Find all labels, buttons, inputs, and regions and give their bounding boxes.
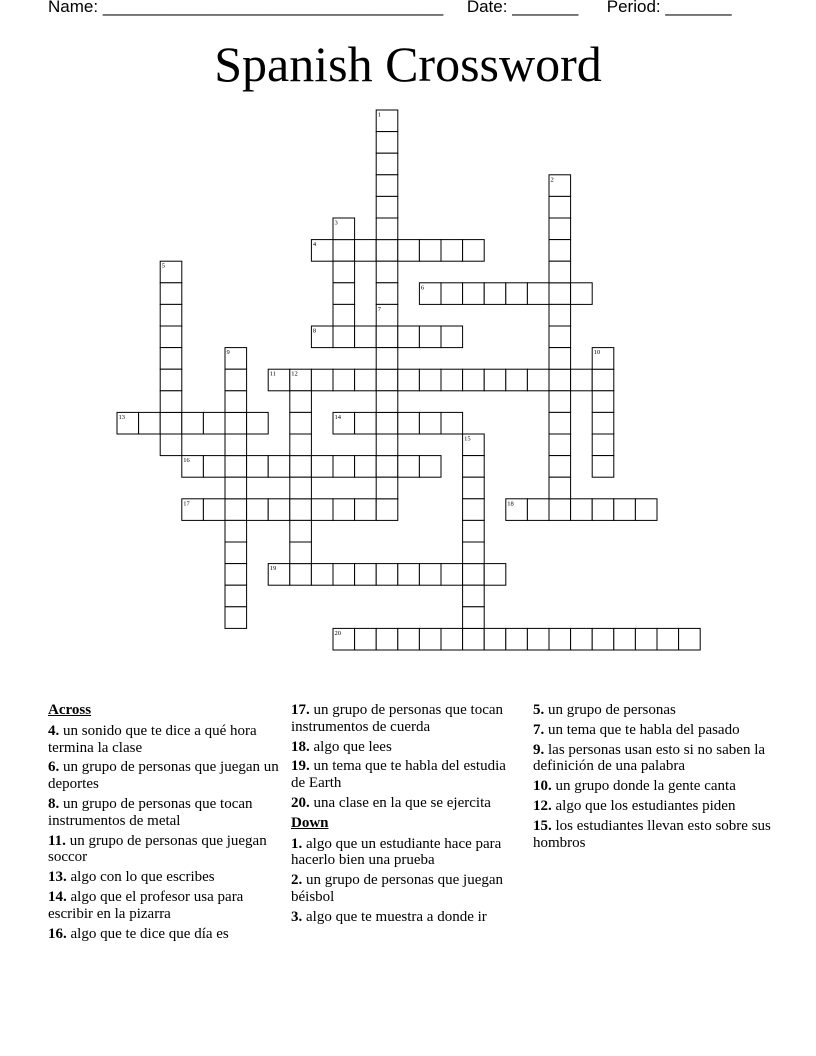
cell-number: 16 — [183, 457, 190, 465]
clue-text: un grupo donde la gente canta — [551, 778, 736, 795]
clue-number: 10. — [533, 778, 552, 795]
grid-cell[interactable] — [333, 628, 355, 650]
grid-cell[interactable] — [441, 240, 463, 262]
grid-cell[interactable] — [463, 499, 485, 521]
grid-cell[interactable] — [635, 628, 657, 650]
grid-cell[interactable] — [311, 369, 333, 391]
grid-cell[interactable] — [311, 326, 333, 348]
clue-number: 15. — [533, 817, 552, 834]
grid-cell[interactable] — [376, 412, 398, 434]
grid-cell[interactable] — [441, 326, 463, 348]
clue-number: 2. — [291, 872, 303, 889]
cell-number: 14 — [334, 413, 341, 421]
cell-number: 7 — [377, 305, 381, 313]
clue-column-1 — [48, 702, 280, 945]
period-blank[interactable]: _______ — [665, 0, 732, 16]
cell-number: 17 — [183, 500, 190, 508]
clue-number: 20. — [291, 794, 310, 811]
across-clue — [48, 796, 280, 830]
clue-text: un grupo de personas — [544, 702, 676, 718]
grid-cell[interactable] — [419, 412, 441, 434]
grid-cell[interactable] — [463, 283, 485, 305]
grid-cell[interactable] — [441, 283, 463, 305]
grid-cell[interactable] — [592, 391, 614, 413]
grid-cell[interactable] — [333, 326, 355, 348]
grid-cell[interactable] — [182, 499, 204, 521]
grid-cell[interactable] — [463, 607, 485, 629]
grid-cell[interactable] — [247, 456, 269, 478]
grid-cell[interactable] — [398, 564, 420, 586]
grid-cell[interactable] — [592, 348, 614, 370]
clue-number: 16. — [48, 925, 67, 942]
grid-cell[interactable] — [355, 564, 377, 586]
grid-cell[interactable] — [484, 564, 506, 586]
grid-cell[interactable] — [290, 477, 312, 499]
period-label: Period: — [606, 0, 661, 16]
grid-cell[interactable] — [376, 304, 398, 326]
cell-number: 9 — [226, 349, 230, 357]
grid-cell[interactable] — [333, 218, 355, 240]
down-clue — [291, 872, 513, 906]
cell-number: 3 — [334, 219, 338, 227]
clue-text: algo con lo que escribes — [66, 869, 215, 886]
clue-text: un tema que te habla del pasado — [544, 721, 740, 738]
grid-cell[interactable] — [290, 434, 312, 456]
grid-cell[interactable] — [290, 542, 312, 564]
grid-cell[interactable] — [311, 456, 333, 478]
clue-text: las personas usan esto si no saben la definición de una palabra — [533, 741, 766, 775]
clue-number: 14. — [48, 888, 67, 905]
grid-cell[interactable] — [592, 369, 614, 391]
down-clue — [533, 702, 773, 719]
clue-number: 13. — [48, 869, 67, 886]
clue-number: 7. — [533, 721, 545, 738]
grid-cell[interactable] — [376, 369, 398, 391]
name-label: Name: — [48, 0, 99, 16]
clue-number: 6. — [48, 759, 60, 776]
across-clue — [291, 739, 513, 756]
grid-cell[interactable] — [376, 564, 398, 586]
grid-cell[interactable] — [398, 412, 420, 434]
grid-cell[interactable] — [549, 283, 571, 305]
grid-cell[interactable] — [549, 456, 571, 478]
grid-cell[interactable] — [376, 477, 398, 499]
cell-number: 13 — [118, 413, 125, 421]
grid-cell[interactable] — [376, 391, 398, 413]
grid-cell[interactable] — [247, 499, 269, 521]
grid-cell[interactable] — [376, 261, 398, 283]
grid-cell[interactable] — [117, 412, 139, 434]
clue-text: un grupo de personas que tocan instrumentos de metal — [48, 795, 253, 829]
grid-cell[interactable] — [333, 456, 355, 478]
grid-cell[interactable] — [527, 369, 549, 391]
clue-number: 3. — [291, 908, 303, 925]
grid-cell[interactable] — [463, 477, 485, 499]
grid-cell[interactable] — [549, 434, 571, 456]
down-clue — [533, 798, 773, 815]
cell-number: 1 — [377, 111, 381, 119]
grid-cell[interactable] — [592, 412, 614, 434]
grid-cell[interactable] — [376, 283, 398, 305]
grid-cell[interactable] — [225, 520, 247, 542]
date-blank[interactable]: _______ — [512, 0, 579, 16]
grid-cell[interactable] — [635, 499, 657, 521]
grid-cell[interactable] — [441, 412, 463, 434]
grid-cell[interactable] — [290, 412, 312, 434]
grid-cell[interactable] — [571, 283, 593, 305]
grid-cell[interactable] — [398, 628, 420, 650]
grid-cell[interactable] — [463, 434, 485, 456]
grid-cell[interactable] — [419, 369, 441, 391]
clue-text: algo que los estudiantes piden — [551, 797, 736, 814]
grid-cell[interactable] — [376, 240, 398, 262]
across-clue — [48, 869, 280, 886]
grid-cell[interactable] — [441, 564, 463, 586]
grid-cell[interactable] — [160, 369, 182, 391]
grid-cell[interactable] — [290, 520, 312, 542]
clue-number: 11. — [48, 832, 66, 849]
grid-cell[interactable] — [463, 542, 485, 564]
grid-cell[interactable] — [333, 412, 355, 434]
grid-cell[interactable] — [419, 240, 441, 262]
grid-cell[interactable] — [549, 175, 571, 197]
clue-number: 19. — [291, 758, 310, 775]
grid-cell[interactable] — [355, 456, 377, 478]
grid-cell[interactable] — [549, 477, 571, 499]
grid-cell[interactable] — [160, 304, 182, 326]
grid-cell[interactable] — [376, 153, 398, 175]
grid-cell[interactable] — [571, 628, 593, 650]
clue-number: 17. — [291, 702, 310, 718]
grid-cell[interactable] — [398, 369, 420, 391]
grid-cell[interactable] — [225, 542, 247, 564]
grid-cell[interactable] — [549, 499, 571, 521]
grid-cell[interactable] — [376, 218, 398, 240]
cell-number: 20 — [334, 629, 341, 637]
clue-column-3 — [533, 702, 773, 854]
cell-number: 5 — [161, 262, 165, 270]
clue-text: un tema que te habla del estudia de Earth — [291, 758, 506, 792]
grid-cell[interactable] — [333, 304, 355, 326]
grid-cell[interactable] — [225, 348, 247, 370]
clue-number: 9. — [533, 741, 545, 758]
down-clue — [533, 818, 773, 852]
grid-cell[interactable] — [333, 499, 355, 521]
grid-cell[interactable] — [160, 348, 182, 370]
grid-cell[interactable] — [290, 456, 312, 478]
grid-cell[interactable] — [160, 412, 182, 434]
grid-cell[interactable] — [225, 499, 247, 521]
grid-cell[interactable] — [203, 499, 225, 521]
grid-cell[interactable] — [160, 283, 182, 305]
clue-number: 5. — [533, 702, 545, 718]
grid-cell[interactable] — [419, 564, 441, 586]
grid-cell[interactable] — [376, 628, 398, 650]
across-clue — [291, 702, 513, 736]
down-clue — [533, 742, 773, 776]
grid-cell[interactable] — [355, 240, 377, 262]
clue-text: algo que te dice que día es — [66, 925, 229, 942]
grid-cell[interactable] — [333, 369, 355, 391]
clue-text: algo que el profesor usa para escribir en la pizarra — [48, 888, 244, 922]
grid-cell[interactable] — [203, 456, 225, 478]
cell-number: 4 — [312, 241, 317, 249]
grid-cell[interactable] — [484, 283, 506, 305]
clue-number: 1. — [291, 835, 303, 852]
grid-cell[interactable] — [614, 499, 636, 521]
down-heading: Down — [291, 814, 329, 831]
grid-cell[interactable] — [225, 412, 247, 434]
grid-cell[interactable] — [527, 628, 549, 650]
grid-cell[interactable] — [549, 628, 571, 650]
grid-cell[interactable] — [549, 304, 571, 326]
across-clue — [48, 759, 280, 793]
grid-cell[interactable] — [355, 369, 377, 391]
grid-cell[interactable] — [160, 391, 182, 413]
grid-cell[interactable] — [160, 326, 182, 348]
grid-cell[interactable] — [160, 434, 182, 456]
grid-cell[interactable] — [268, 499, 290, 521]
grid-cell[interactable] — [160, 261, 182, 283]
grid-cell[interactable] — [333, 283, 355, 305]
grid-cell[interactable] — [506, 628, 528, 650]
grid-cell[interactable] — [419, 628, 441, 650]
grid-cell[interactable] — [355, 326, 377, 348]
grid-cell[interactable] — [549, 218, 571, 240]
date-label: Date: — [466, 0, 508, 16]
grid-cell[interactable] — [376, 348, 398, 370]
clue-text: algo que lees — [309, 738, 392, 755]
across-clue — [48, 889, 280, 923]
across-clue — [48, 833, 280, 867]
cell-number: 18 — [507, 500, 514, 508]
grid-cell[interactable] — [139, 412, 161, 434]
grid-cell[interactable] — [592, 456, 614, 478]
grid-cell[interactable] — [333, 564, 355, 586]
grid-cell[interactable] — [247, 412, 269, 434]
clue-text: un grupo de personas que juegan soccor — [48, 832, 267, 866]
clue-number: 12. — [533, 797, 552, 814]
grid-cell[interactable] — [225, 369, 247, 391]
grid-cell[interactable] — [225, 456, 247, 478]
grid-cell[interactable] — [463, 240, 485, 262]
grid-cell[interactable] — [571, 369, 593, 391]
clue-text: una clase en la que se ejercita — [309, 794, 491, 811]
grid-cell[interactable] — [225, 391, 247, 413]
grid-cell[interactable] — [355, 499, 377, 521]
cell-number: 15 — [464, 435, 471, 443]
down-clue — [533, 778, 773, 795]
name-blank[interactable]: ____________________________________ — [102, 0, 444, 16]
across-clue — [48, 723, 280, 757]
down-clue — [291, 836, 513, 870]
grid-cell[interactable] — [225, 607, 247, 629]
grid-cell[interactable] — [506, 283, 528, 305]
grid-cell[interactable] — [679, 628, 701, 650]
grid-cell[interactable] — [419, 283, 441, 305]
grid-cell[interactable] — [203, 412, 225, 434]
grid-cell[interactable] — [290, 369, 312, 391]
grid-cell[interactable] — [592, 628, 614, 650]
grid-cell[interactable] — [463, 628, 485, 650]
grid-cell[interactable] — [355, 628, 377, 650]
grid-cell[interactable] — [268, 369, 290, 391]
cell-number: 10 — [593, 349, 601, 357]
grid-cell[interactable] — [376, 326, 398, 348]
grid-cell[interactable] — [571, 499, 593, 521]
clue-number: 4. — [48, 722, 60, 739]
grid-cell[interactable] — [463, 564, 485, 586]
grid-cell[interactable] — [225, 564, 247, 586]
grid-cell[interactable] — [290, 564, 312, 586]
grid-cell[interactable] — [225, 585, 247, 607]
grid-cell[interactable] — [484, 369, 506, 391]
grid-cell[interactable] — [463, 520, 485, 542]
cell-number: 12 — [291, 370, 298, 378]
page-title: Spanish Crossword — [214, 36, 602, 92]
grid-cell[interactable] — [398, 326, 420, 348]
clue-column-2 — [291, 702, 513, 929]
across-clue — [291, 758, 513, 792]
grid-cell[interactable] — [549, 369, 571, 391]
clue-text: un sonido que te dice a qué hora termina la clase — [48, 722, 257, 756]
grid-cell[interactable] — [463, 456, 485, 478]
down-clue — [291, 909, 513, 926]
grid-cell[interactable] — [376, 110, 398, 132]
grid-cell[interactable] — [376, 456, 398, 478]
grid-cell[interactable] — [376, 196, 398, 218]
across-heading: Across — [48, 702, 92, 718]
grid-cell[interactable] — [333, 240, 355, 262]
grid-cell[interactable] — [182, 456, 204, 478]
grid-cell[interactable] — [441, 628, 463, 650]
grid-cell[interactable] — [311, 499, 333, 521]
cell-number: 8 — [312, 327, 317, 335]
clue-text: los estudiantes llevan esto sobre sus hombros — [533, 817, 771, 851]
clue-text: un grupo de personas que juegan un deportes — [48, 759, 279, 793]
grid-cell[interactable] — [225, 477, 247, 499]
grid-cell[interactable] — [527, 499, 549, 521]
grid-cell[interactable] — [419, 456, 441, 478]
grid-cell[interactable] — [311, 564, 333, 586]
grid-cell[interactable] — [441, 369, 463, 391]
clue-text: algo que un estudiante hace para hacerlo bien una prueba — [291, 835, 502, 869]
grid-cell[interactable] — [549, 240, 571, 262]
grid-cell[interactable] — [549, 261, 571, 283]
grid-cell[interactable] — [268, 564, 290, 586]
grid-cell[interactable] — [182, 412, 204, 434]
across-clue — [48, 926, 280, 943]
grid-cell[interactable] — [549, 196, 571, 218]
grid-cell[interactable] — [592, 499, 614, 521]
grid-cell[interactable] — [506, 369, 528, 391]
clue-text: un grupo de personas que juegan béisbol — [291, 872, 504, 905]
grid-cell[interactable] — [268, 456, 290, 478]
grid-cell[interactable] — [376, 175, 398, 197]
cell-number: 6 — [420, 284, 425, 292]
grid-cell[interactable] — [333, 261, 355, 283]
grid-cell[interactable] — [290, 391, 312, 413]
grid-cell[interactable] — [225, 434, 247, 456]
grid-cell[interactable] — [463, 369, 485, 391]
grid-cell[interactable] — [549, 391, 571, 413]
grid-cell[interactable] — [484, 628, 506, 650]
grid-cell[interactable] — [506, 499, 528, 521]
grid-cell[interactable] — [614, 628, 636, 650]
grid-cell[interactable] — [549, 326, 571, 348]
grid-cell[interactable] — [398, 240, 420, 262]
grid-cell[interactable] — [376, 434, 398, 456]
clue-text: un grupo de personas que tocan instrumentos de cuerda — [291, 702, 504, 735]
cell-number: 19 — [269, 565, 277, 573]
grid-cell[interactable] — [355, 412, 377, 434]
grid-cell[interactable] — [376, 499, 398, 521]
grid-cell[interactable] — [657, 628, 679, 650]
grid-cell[interactable] — [376, 132, 398, 154]
student-info-header — [48, 0, 788, 17]
grid-cell[interactable] — [290, 499, 312, 521]
down-clue — [533, 722, 773, 739]
grid-cell[interactable] — [592, 434, 614, 456]
grid-cell[interactable] — [549, 412, 571, 434]
grid-cell[interactable] — [398, 456, 420, 478]
clue-number: 18. — [291, 738, 310, 755]
cell-number: 11 — [269, 370, 276, 378]
grid-cell[interactable] — [311, 240, 333, 262]
clue-number: 8. — [48, 795, 60, 812]
grid-cell[interactable] — [463, 585, 485, 607]
grid-cell[interactable] — [549, 348, 571, 370]
grid-cell[interactable] — [527, 283, 549, 305]
clue-text: algo que te muestra a donde ir — [302, 908, 487, 925]
grid-cell[interactable] — [419, 326, 441, 348]
cell-number: 2 — [550, 176, 554, 184]
across-clue — [291, 795, 513, 812]
